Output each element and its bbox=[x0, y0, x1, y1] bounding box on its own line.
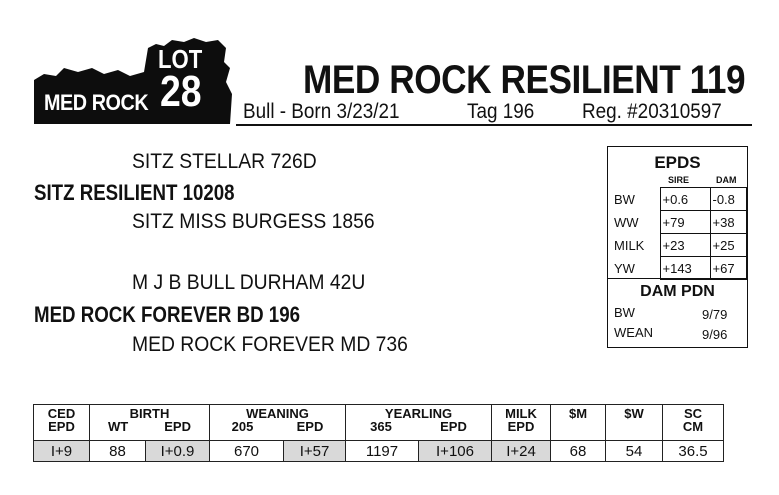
pedigree-dam: MED ROCK FOREVER BD 196 bbox=[34, 302, 301, 327]
epd-dam-value: +38 bbox=[710, 211, 746, 234]
pdn-bw-label: BW bbox=[614, 305, 635, 320]
header-sw: $W bbox=[606, 405, 663, 441]
header-ced: CED EPD bbox=[34, 405, 90, 441]
pedigree-dam-dam: MED ROCK FOREVER MD 736 bbox=[132, 333, 408, 356]
pdn-bw-value: 9/79 bbox=[702, 307, 728, 322]
pedigree-dam-sire: M J B BULL DURHAM 42U bbox=[132, 271, 366, 294]
value-sw: 54 bbox=[606, 441, 663, 462]
epd-row-milk bbox=[612, 234, 746, 257]
pedigree-sire-sire: SITZ STELLAR 726D bbox=[132, 150, 317, 173]
epd-label: YW bbox=[614, 260, 635, 276]
header-sm: $M bbox=[551, 405, 606, 441]
value-yearling-365: 1197 bbox=[346, 441, 419, 462]
header-weaning: WEANING 205 EPD bbox=[210, 405, 346, 441]
epd-label: BW bbox=[614, 191, 635, 207]
header-divider bbox=[236, 124, 752, 126]
epd-sire-value: +143 bbox=[660, 257, 710, 280]
pedigree-sire: SITZ RESILIENT 10208 bbox=[34, 180, 235, 205]
epd-label: WW bbox=[614, 214, 639, 230]
dam-pdn-title: DAM PDN bbox=[640, 283, 715, 300]
pdn-wean-label: WEAN bbox=[614, 325, 653, 340]
header-birth: BIRTH WT EPD bbox=[90, 405, 210, 441]
epd-col-sire: SIRE bbox=[668, 175, 690, 185]
value-weaning-205: 670 bbox=[210, 441, 284, 462]
epd-row-ww bbox=[612, 211, 746, 234]
epd-dam-value: +25 bbox=[710, 234, 746, 257]
pedigree-sire-dam: SITZ MISS BURGESS 1856 bbox=[132, 210, 375, 233]
epd-sire-value: +0.6 bbox=[660, 188, 710, 211]
value-milk-epd: I+24 bbox=[492, 441, 551, 462]
epd-label: MILK bbox=[614, 237, 645, 253]
epd-table bbox=[612, 187, 747, 280]
epd-col-dam: DAM bbox=[716, 175, 737, 185]
epd-sire-value: +79 bbox=[660, 211, 710, 234]
logo-ranch-name: MED ROCK bbox=[44, 90, 149, 115]
header-sc: SC CM bbox=[663, 405, 724, 441]
registration-number: Reg. #20310597 bbox=[582, 100, 722, 123]
pdn-divider bbox=[608, 278, 747, 279]
header-yearling: YEARLING 365 EPD bbox=[346, 405, 492, 441]
value-birth-wt: 88 bbox=[90, 441, 146, 462]
value-sm: 68 bbox=[551, 441, 606, 462]
performance-value-row bbox=[34, 441, 724, 462]
sex-birth-date: Bull - Born 3/23/21 bbox=[243, 100, 400, 123]
value-yearling-epd: I+106 bbox=[419, 441, 492, 462]
performance-header-row bbox=[34, 405, 724, 441]
epd-row-yw bbox=[612, 257, 746, 280]
epd-sire-value: +23 bbox=[660, 234, 710, 257]
epd-title: EPDS bbox=[654, 153, 701, 172]
animal-name: MED ROCK RESILIENT 119 bbox=[303, 58, 746, 102]
pdn-wean-value: 9/96 bbox=[702, 327, 728, 342]
value-ced-epd: I+9 bbox=[34, 441, 90, 462]
performance-table bbox=[33, 404, 724, 462]
epd-dam-value: -0.8 bbox=[710, 188, 746, 211]
epd-dam-value: +67 bbox=[710, 257, 746, 280]
logo-lot-number: 28 bbox=[160, 67, 202, 116]
tag-number: Tag 196 bbox=[467, 100, 535, 123]
epd-row-bw bbox=[612, 188, 746, 211]
epd-panel bbox=[607, 146, 748, 348]
value-sc-cm: 36.5 bbox=[663, 441, 724, 462]
logo-lot-label: LOT bbox=[158, 44, 203, 74]
header-milk: MILK EPD bbox=[492, 405, 551, 441]
value-weaning-epd: I+57 bbox=[284, 441, 346, 462]
value-birth-epd: I+0.9 bbox=[146, 441, 210, 462]
